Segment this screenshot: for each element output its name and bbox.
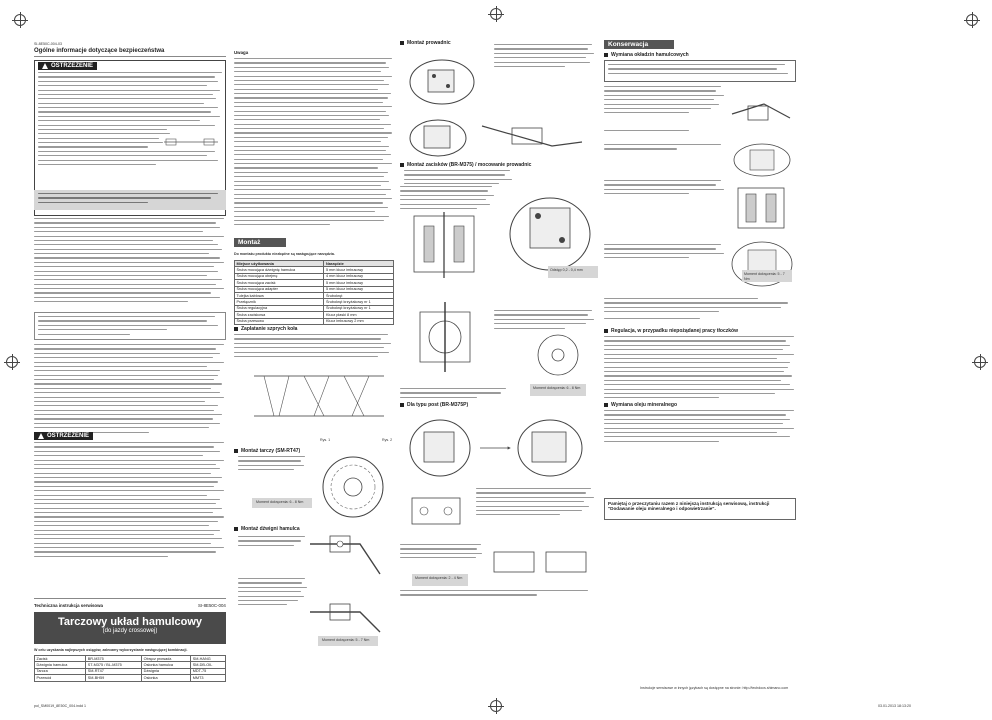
table-cell: Zacisk — [35, 656, 86, 662]
table-cell: SM-RT47 — [86, 668, 142, 674]
caliper-text-3 — [494, 310, 596, 332]
safety-text-1 — [34, 218, 226, 306]
table-cell: Przełącznik — [235, 299, 324, 305]
torque-label: Moment dokręcenia: 5 - 7 Nm — [744, 272, 785, 281]
maint-step-7 — [604, 318, 796, 322]
maint-text-1 — [604, 86, 726, 117]
service-manual-title: Techniczna instrukcja serwisowa — [34, 603, 103, 608]
tools-intro: Do montażu produktu niezbędne są następujące narzędzia. — [234, 252, 335, 256]
gap-label: Odstęp 0,2 - 0,4 mm — [550, 268, 583, 272]
doc-code: SI-8E50C-004-03 — [34, 42, 62, 46]
table-cell: SM-HANG — [191, 656, 226, 662]
adapter-diagram — [402, 488, 472, 534]
service-manual-code: SI-8E50C-004 — [198, 603, 226, 608]
main-subtitle: (do jazdy crossowej) — [102, 628, 158, 634]
main-title: Tarczowy układ hamulcowy — [57, 616, 203, 628]
caliper-side-diagram — [400, 292, 492, 384]
highlight-text — [38, 193, 222, 206]
warning-icon — [38, 433, 44, 439]
safety-text-2 — [34, 344, 226, 436]
maint-step-5 — [604, 244, 726, 262]
table-cell: Klucz płaski 8 mm — [324, 312, 394, 318]
caliper-text-4 — [400, 388, 510, 401]
pad-pin-diagram — [724, 236, 798, 294]
table-cell: ST-M375 / BL-M375 — [86, 662, 142, 668]
tools-table — [234, 260, 394, 325]
table-cell: Tulejka kablowa — [235, 292, 324, 298]
table-cell: Śruba mocująca dźwignię hamulca — [235, 267, 324, 273]
table-cell: 4 mm klucz imbusowy — [324, 273, 394, 279]
table-cell: Dźwignia hamulca — [35, 662, 86, 668]
post-text-3 — [400, 590, 596, 599]
registration-mark — [490, 8, 502, 20]
section-heading: Montaż zacisków (BR-M375) / mocowanie prowadnic — [400, 162, 531, 168]
table-cell: 5 mm klucz imbusowy — [324, 267, 394, 273]
table-cell: SM-DB-OIL — [191, 662, 226, 668]
footer-file: pol_SM0019_8E50C_004.indd 1 — [34, 704, 86, 708]
table-cell: Śruba przesuwu — [235, 318, 324, 324]
post-mount-diagram — [400, 412, 596, 486]
caliper-text — [404, 170, 514, 188]
table-cell: Śrubokręt krzyżakowy nr 1 — [324, 305, 394, 311]
torque-label: Moment dokręcenia: 6 - 8 Nm — [533, 386, 581, 390]
table-cell: Śrubokręt — [324, 292, 394, 298]
table-header: Narzędzie — [324, 261, 394, 267]
note-text — [38, 316, 222, 338]
table-cell: Przewód — [35, 675, 86, 681]
pad-gap-diagram — [400, 206, 492, 286]
torque-label: Moment dokręcenia: 6 - 8 Nm — [256, 500, 304, 504]
table-cell: Śruba regulacyjna — [235, 305, 324, 311]
footer-date: 03.01.2013 18:13:20 — [878, 704, 911, 708]
table-cell: Klucz imbusowy 2 mm — [324, 318, 394, 324]
maint-step-4 — [604, 180, 726, 198]
section-heading: Montaż dźwigni hamulca — [234, 526, 300, 532]
table-cell: Śrubokręt krzyżakowy nr 1 — [324, 299, 394, 305]
brake-lever-diagram-2 — [300, 592, 394, 638]
warning-icon — [42, 63, 48, 69]
page-title: Ogólne informacje dotyczące bezpieczeństwa — [34, 48, 165, 54]
pad-remove-diagram — [724, 140, 798, 180]
table-cell: Dźwignia — [142, 668, 191, 674]
section-heading: Dla typu post (BR-M375P) — [400, 402, 468, 408]
table-row — [235, 318, 394, 324]
rotor-thickness-diagram — [160, 130, 222, 154]
caliper-mount-diagram — [402, 50, 492, 114]
brake-lever-diagram — [300, 524, 394, 594]
rotor-text — [238, 456, 308, 474]
post-text-2 — [400, 544, 484, 562]
section-heading: Wymiana oleju mineralnego — [604, 402, 677, 408]
section-heading: Regulacja, w przypadku niepożądanej pracy tłoczków — [604, 328, 738, 334]
section-heading: Zaplatanie szprych koła — [234, 326, 297, 332]
spoke-lacing-diagram — [234, 356, 394, 436]
maintenance-header: Konserwacja — [604, 40, 674, 49]
combo-table-title: W celu uzyskania najlepszych osiągów, zalecamy wykorzystanie następującej kombinacji. — [34, 648, 188, 652]
wheel-diagram — [520, 330, 596, 380]
main-title-banner — [34, 612, 226, 644]
table-cell: 5 mm klucz imbusowy — [324, 280, 394, 286]
registration-mark — [14, 14, 26, 26]
lever-pad-diagram — [724, 84, 798, 138]
registration-mark — [966, 14, 978, 26]
table-cell: Osłonka hamulca — [142, 662, 191, 668]
reminder-text: Pamiętaj o przeczytaniu razem z niniejszą instrukcją serwisową, instrukcji "Dodawanie oleju mineralnego i odpowietrzanie". — [608, 501, 770, 512]
post-text — [476, 488, 596, 519]
table-cell: SM-BH59 — [86, 675, 142, 681]
fig1-label: Rys. 1 — [320, 438, 331, 442]
table-cell: Śruba mocująca obejmę — [235, 273, 324, 279]
registration-mark — [974, 356, 986, 368]
table-cell: MDT-75 — [191, 668, 226, 674]
lever-text-2 — [238, 578, 308, 609]
section-heading: Wymiana okładzin hamulcowych — [604, 52, 689, 58]
table-cell: Obręcz prowadz. — [142, 656, 191, 662]
fig2-label: Rys. 2 — [382, 438, 393, 442]
oil-text — [604, 410, 796, 445]
section-heading: Montaż tarczy (SM-RT47) — [234, 448, 300, 454]
pad-insert-diagram — [724, 180, 798, 236]
registration-mark — [6, 356, 18, 368]
table-cell: 5 mm klucz imbusowy — [324, 286, 394, 292]
maint-step-2 — [604, 130, 726, 134]
section-heading: Montaż prowadnic — [400, 40, 451, 46]
table-cell: Tarcza — [35, 668, 86, 674]
footer-note: Instrukcje serwisowe w innych językach są dostępne na stronie: http://techdocs.shimano.com — [640, 686, 789, 690]
safety-text-3 — [34, 442, 226, 560]
table-cell: Śruba mocująca zacisk — [235, 280, 324, 286]
table-cell: BR-M375 — [86, 656, 142, 662]
combo-table — [34, 655, 226, 682]
pad-types-diagram — [486, 546, 596, 578]
torque-label: Moment dokręcenia: 2 - 4 Nm — [415, 576, 463, 580]
table-cell: Śruba mocująca adapter — [235, 286, 324, 292]
torque-label: Moment dokręcenia: 5 - 7 Nm — [322, 638, 370, 642]
mount-text — [494, 44, 596, 70]
adjust-text — [604, 336, 796, 402]
table-cell: Śruba zaciskowa — [235, 312, 324, 318]
maint-step-6 — [604, 298, 796, 316]
uwaga-text — [234, 58, 394, 229]
montaz-header: Montaż — [234, 238, 286, 247]
table-header: Miejsce użytkowania — [235, 261, 324, 267]
table-row — [35, 675, 226, 681]
warning-title: OSTRZEŻENIE — [38, 62, 97, 70]
registration-mark — [490, 700, 502, 712]
table-cell: Osłonka — [142, 675, 191, 681]
lever-text — [238, 536, 308, 549]
rotor-diagram — [312, 452, 394, 522]
info-text — [608, 64, 792, 77]
warning-title-2: OSTRZEŻENIE — [34, 432, 93, 440]
uwaga-heading: Uwaga — [234, 50, 249, 55]
maint-step-3 — [604, 144, 726, 153]
caliper-install-diagram — [402, 116, 592, 160]
table-cell: MMT3 — [191, 675, 226, 681]
